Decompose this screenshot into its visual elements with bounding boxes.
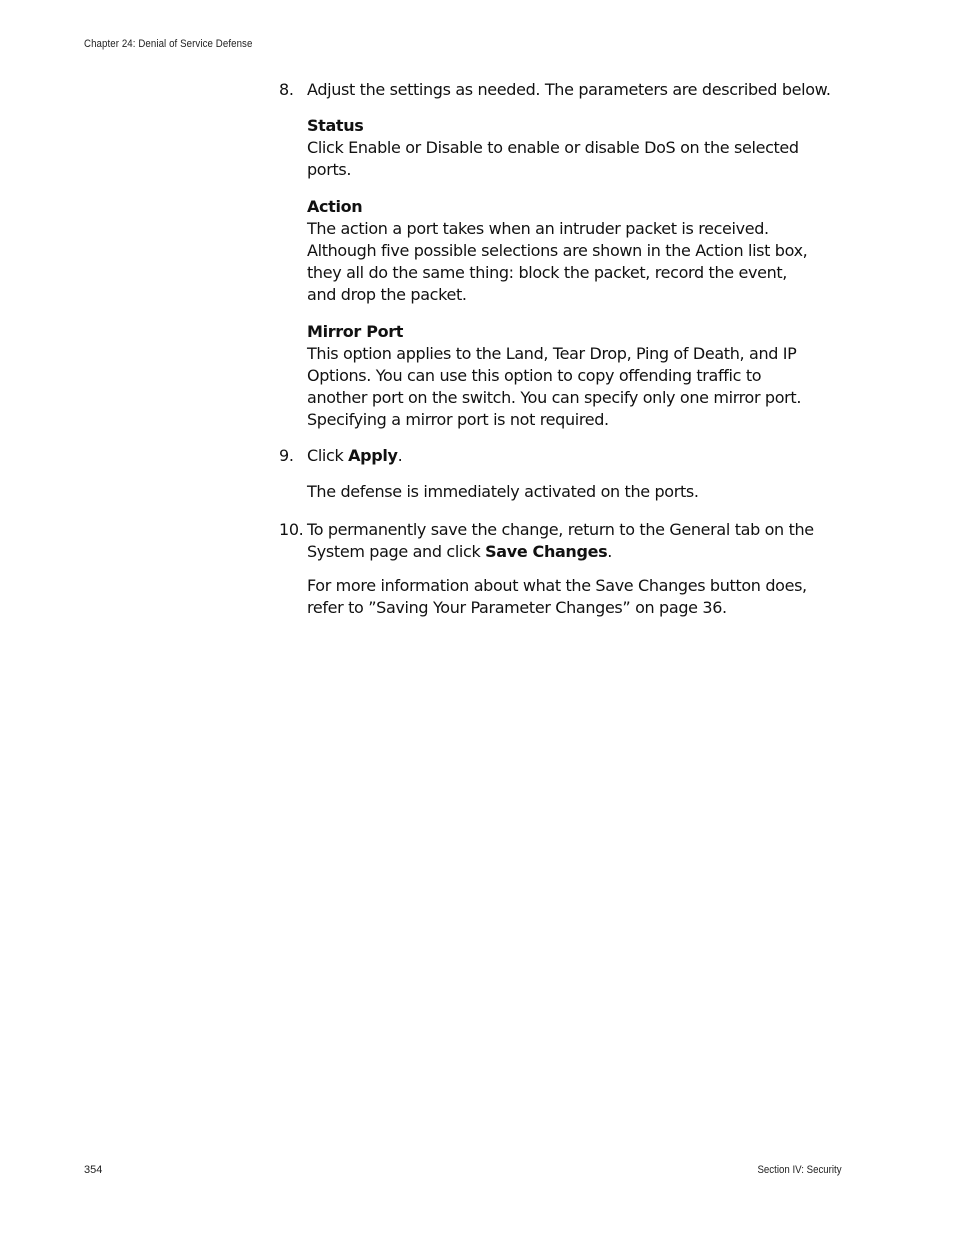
- step-10-number: 10.: [279, 520, 304, 539]
- param-term: Mirror Port: [307, 322, 404, 341]
- step-8-text: Adjust the settings as needed. The parameters are described below.: [307, 80, 831, 99]
- apply-label: Apply: [348, 446, 398, 465]
- param-term: Status: [307, 116, 364, 135]
- step-8-number: 8.: [279, 80, 294, 99]
- param-action: [307, 196, 842, 306]
- running-footer-section: Section IV: Security: [757, 1164, 842, 1176]
- running-header: Chapter 24: Denial of Service Defense: [84, 38, 253, 50]
- param-description: This option applies to the Land, Tear Drop, Ping of Death, and IP Options. You can use this option to copy offending traffic to another port on the switch. You can specify only one mirror port. Specifying a mirror port is not required.: [307, 344, 802, 429]
- page-number: 354: [84, 1164, 103, 1176]
- param-description: The action a port takes when an intruder packet is received. Although five possible selections are shown in the Action list box, they all do the same thing: block the packet, record the event, and drop the packet.: [307, 219, 808, 304]
- step-9-text: [307, 445, 402, 467]
- save-changes-label: Save Changes: [485, 542, 608, 561]
- step-9-suffix: .: [397, 446, 403, 465]
- step-9-number: 9.: [279, 446, 294, 465]
- step-9-note: The defense is immediately activated on the ports.: [307, 482, 699, 501]
- step-10-text: [307, 519, 827, 563]
- param-description: Click Enable or Disable to enable or disable DoS on the selected ports.: [307, 138, 799, 179]
- step-10-note: For more information about what the Save Changes button does, refer to ”Saving Your Parameter Changes” on page 36.: [307, 576, 807, 617]
- step-10-suffix: .: [607, 542, 612, 561]
- param-status: [307, 115, 842, 181]
- param-term: Action: [307, 197, 363, 216]
- step-9-prefix: Click: [307, 446, 349, 465]
- step-10-prefix: To permanently save the change, return to the General tab on the System page and click: [307, 520, 814, 561]
- param-mirror-port: [307, 321, 842, 431]
